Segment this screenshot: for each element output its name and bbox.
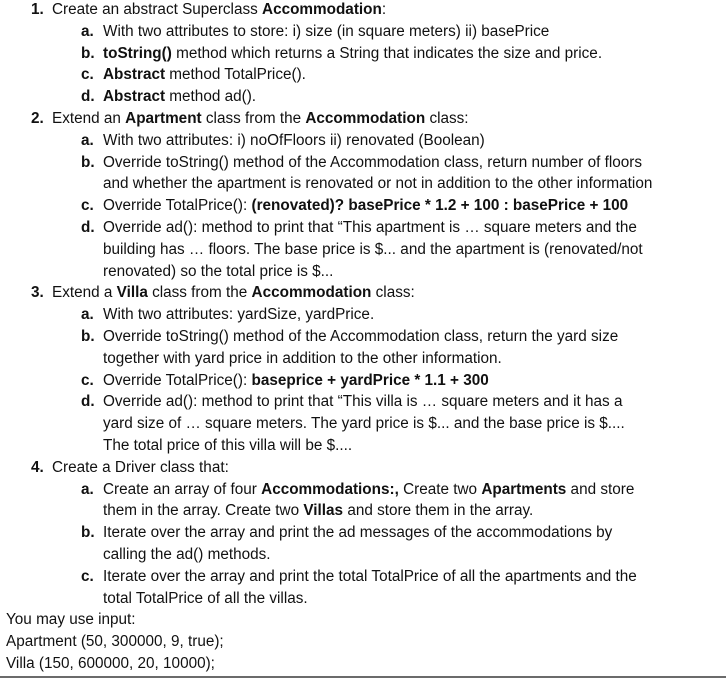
bold-text: toString() (103, 44, 172, 62)
bold-text: Abstract (103, 66, 166, 84)
subitem-letter: b. (81, 153, 95, 171)
subitem-letter: b. (81, 328, 95, 345)
subitem-text-line (103, 522, 612, 544)
item-heading (52, 108, 469, 130)
text-span: : (381, 1, 387, 18)
text-span: Override TotalPrice(): (103, 371, 252, 389)
subitem-letter: a. (81, 306, 94, 324)
text-span: Extend a (52, 284, 117, 302)
subitem-text-line (103, 43, 602, 65)
text-span: Override toString() method of the Accommodation class, return number of floors (103, 153, 643, 171)
subitem-text-line (103, 304, 374, 326)
text-span: and store them in the array. (343, 502, 534, 520)
subitem-letter: c. (81, 66, 94, 84)
subitem-text-line (103, 326, 618, 348)
subitem-letter: d. (81, 393, 95, 411)
subitem-letter: a. (81, 22, 94, 40)
text-span: class: (425, 110, 469, 127)
bold-text: Accommodation (305, 110, 426, 127)
text-span: Override ad(): method to print that “This villa is … square meters and it has a (103, 393, 623, 411)
item-number: 1. (31, 1, 44, 18)
subitem-text-line (103, 21, 549, 43)
text-span: Extend an (52, 110, 126, 127)
bold-text: (renovated)? basePrice * 1.2 + 100 : basePrice + 100 (251, 197, 629, 215)
text-span: and store (566, 480, 635, 498)
subitem-text-line (103, 544, 271, 566)
text-span: Create an abstract Superclass (52, 1, 263, 18)
item-number: 3. (31, 284, 44, 302)
text-span: and whether the apartment is renovated or not in addition to the other information (103, 175, 653, 193)
text-span: Create a Driver class that: (52, 458, 229, 476)
subitem-letter: a. (81, 480, 94, 498)
item-heading (52, 282, 415, 304)
subitem-text-line (103, 152, 642, 174)
subitem-text-line (103, 588, 308, 610)
subitem-letter: b. (81, 524, 95, 542)
input-note: You may use input: (6, 611, 136, 629)
subitem-text-line (103, 239, 643, 261)
subitem-text-line (103, 173, 652, 195)
bold-text: Accommodation (262, 1, 382, 18)
subitem-letter: b. (81, 44, 95, 62)
bold-text: Abstract (103, 88, 166, 106)
subitem-text-line (103, 370, 489, 392)
text-span: Iterate over the array and print the total TotalPrice of all the apartments and the (103, 567, 637, 585)
text-span: With two attributes: yardSize, yardPrice. (103, 306, 375, 324)
subitem-text-line (103, 86, 256, 108)
subitem-text-line (103, 130, 485, 152)
item-heading (52, 0, 386, 21)
text-span: Override toString() method of the Accommodation class, return the yard size (103, 328, 619, 345)
item-number: 4. (31, 458, 44, 476)
text-span: class from the (147, 284, 252, 302)
bold-text: Villa (116, 284, 148, 302)
subitem-letter: a. (81, 131, 94, 149)
subitem-text-line (103, 500, 533, 522)
subitem-text-line (103, 217, 637, 239)
item-heading (52, 457, 229, 479)
subitem-text-line (103, 566, 637, 588)
text-span: Create an array of four (103, 480, 262, 498)
text-span: method ad(). (165, 88, 257, 106)
text-span: method which returns a String that indicates the size and price. (171, 44, 603, 62)
text-span: them in the array. Create two (103, 502, 304, 520)
item-number: 2. (31, 110, 44, 127)
bold-text: Accommodations:, (261, 480, 399, 498)
text-span: Iterate over the array and print the ad messages of the accommodations by (103, 524, 613, 542)
sample-input-line: Apartment (50, 300000, 9, true); (6, 633, 224, 651)
subitem-letter: d. (81, 219, 95, 236)
subitem-letter: c. (81, 371, 94, 389)
bold-text: Apartment (125, 110, 202, 127)
text-span: Override TotalPrice(): (103, 197, 252, 215)
subitem-letter: c. (81, 197, 94, 215)
text-span: yard size of … square meters. The yard price is $... and the base price is $.... (103, 415, 625, 433)
subitem-text-line (103, 435, 352, 457)
text-span: building has … floors. The base price is $... and the apartment is (renovated/not (103, 240, 643, 258)
subitem-text-line (103, 64, 306, 86)
text-span: class from the (201, 110, 306, 127)
text-span: Override ad(): method to print that “This apartment is … square meters and the (103, 219, 637, 236)
subitem-text-line (103, 195, 628, 217)
text-span: renovated) so the total price is $... (103, 262, 334, 280)
subitem-text-line (103, 261, 333, 283)
text-span: calling the ad() methods. (103, 546, 271, 563)
bold-text: Accommodation (251, 284, 372, 302)
bottom-divider (0, 676, 726, 678)
text-span: With two attributes: i) noOfFloors ii) renovated (Boolean) (103, 131, 485, 149)
subitem-text-line (103, 479, 634, 501)
text-span: With two attributes to store: i) size (in square meters) ii) basePrice (103, 22, 550, 40)
text-span: The total price of this villa will be $.... (103, 437, 353, 454)
subitem-letter: d. (81, 88, 95, 106)
sample-input-line: Villa (150, 600000, 20, 10000); (6, 655, 215, 672)
subitem-text-line (103, 413, 625, 435)
subitem-text-line (103, 348, 502, 370)
bold-text: Apartments (481, 480, 567, 498)
bold-text: Villas (303, 502, 344, 520)
text-span: class: (371, 284, 415, 302)
text-span: method TotalPrice(). (165, 66, 306, 84)
subitem-letter: c. (81, 567, 94, 585)
text-span: together with yard price in addition to the other information. (103, 349, 502, 367)
bold-text: baseprice + yardPrice * 1.1 + 300 (251, 371, 489, 389)
text-span: total TotalPrice of all the villas. (103, 589, 308, 607)
subitem-text-line (103, 391, 622, 413)
text-span: Create two (398, 480, 482, 498)
